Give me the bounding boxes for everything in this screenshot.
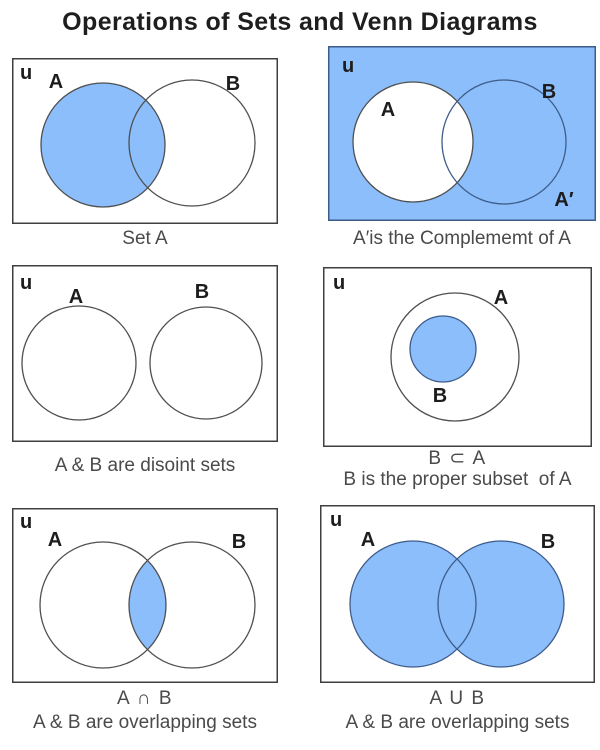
- caption-set-a: Set A: [122, 228, 168, 249]
- universe-label: u: [20, 62, 33, 84]
- caption-disjoint: A & B are disoint sets: [54, 455, 236, 476]
- venn-diagram-subset: [323, 267, 592, 447]
- panel-union: [320, 505, 595, 683]
- caption-union: A & B are overlapping sets: [345, 712, 570, 733]
- circle-a-shaded: [41, 83, 165, 207]
- panel-complement: [328, 46, 596, 221]
- label-b: B: [432, 385, 448, 407]
- venn-diagram-disjoint: [12, 265, 278, 442]
- label-a: A: [48, 71, 64, 93]
- label-a: A: [493, 287, 509, 309]
- universe-label: u: [330, 509, 343, 531]
- venn-diagram-complement: [328, 46, 596, 221]
- panel-set-a: [12, 58, 278, 224]
- venn-diagram-intersection: [12, 508, 278, 683]
- venn-diagram-set-a: [12, 58, 278, 224]
- circle-b-shaded: [410, 316, 476, 382]
- label-b: B: [541, 81, 557, 103]
- caption-intersection: A & B are overlapping sets: [33, 712, 257, 733]
- label-a: A: [68, 286, 84, 308]
- universe-label: u: [20, 272, 33, 294]
- label-b: B: [540, 531, 556, 553]
- universe-label: u: [342, 55, 355, 77]
- venn-diagram-union: [320, 505, 595, 683]
- caption-intersection-formula: A ∩ B: [116, 688, 173, 709]
- page-title: Operations of Sets and Venn Diagrams: [62, 8, 538, 36]
- panel-intersection: [12, 508, 278, 683]
- label-a: A: [380, 99, 396, 121]
- caption-subset-formula: B ⊂ A: [428, 448, 487, 469]
- label-b: B: [231, 531, 247, 553]
- label-a: A: [47, 529, 63, 551]
- label-a: A: [360, 529, 376, 551]
- caption-union-formula: A U B: [429, 688, 486, 709]
- caption-subset: B is the proper subset of A: [343, 469, 572, 490]
- panel-disjoint: [12, 265, 278, 442]
- panel-subset: [323, 267, 592, 447]
- label-b: B: [225, 73, 241, 95]
- universe-label: u: [333, 272, 346, 294]
- universe-box: [13, 266, 278, 442]
- universe-label: u: [20, 511, 33, 533]
- circle-a: [353, 82, 473, 202]
- label-a-prime: A′: [554, 189, 574, 211]
- caption-complement: A′is the Complememt of A: [353, 228, 571, 249]
- label-b: B: [194, 281, 210, 303]
